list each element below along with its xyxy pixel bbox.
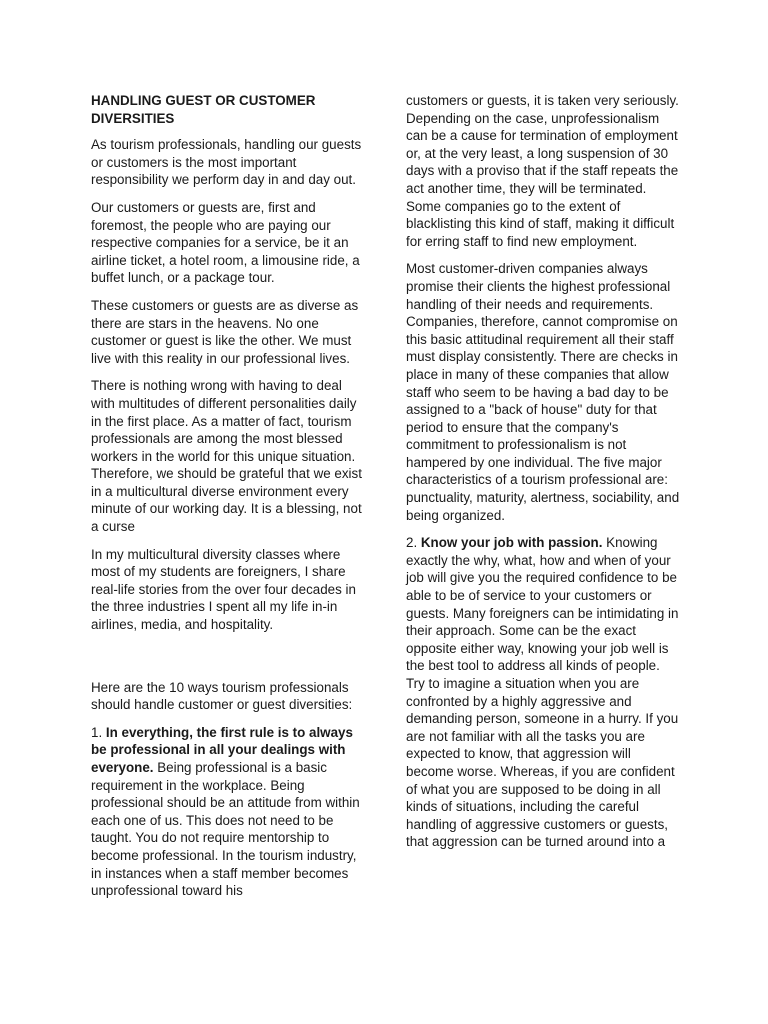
paragraph-ten-ways: Here are the 10 ways tourism professionals should handle customer or guest diversities:	[91, 679, 353, 713]
item-1-body: Being professional is a basic requirement in the workplace. Being professional should be an attitude from within each one of us. This does not need to be taught. You do not require mentorship to become professional. In the tourism industry, in instances when a staff member becomes unprofessional toward his	[91, 760, 360, 899]
paragraph-continuation: customers or guests, it is taken very seriously. Depending on the case, unprofessionalism can be a cause for termination of employment or, at the very least, a long suspension of 30 days with a proviso that if the staff repeats the act another time, they will be terminated. Some companies go to the extent of blacklisting this kind of staff, making it difficult for erring staff to find new employment.	[406, 93, 679, 249]
document-title	[91, 92, 367, 127]
paragraph-customer-driven: Most customer-driven companies always promise their clients the highest professional handling of their needs and requirements. Companies, therefore, cannot compromise on this basic attitudinal requirement all their staff must display consistently. There are checks in place in many of these companies that allow staff who seem to be having a bad day to be assigned to a "back of house" duty for that period to ensure that the company's commitment to professionalism is not hampered by one individual. The five major characteristics of a tourism professional are: punctuality, maturity, alertness, sociability, and being organized.	[406, 261, 680, 523]
title-line-1: HANDLING GUEST OR CUSTOMER	[91, 93, 316, 108]
paragraph-customers: Our customers or guests are, first and foremost, the people who are paying our respective companies for a service, be it an airline ticket, a hotel room, a limousine ride, a buffet lunch, or a package tour.	[91, 199, 360, 286]
right-column	[406, 92, 682, 861]
spacer	[91, 644, 367, 679]
title-line-2: DIVERSITIES	[91, 110, 175, 126]
left-column	[91, 92, 367, 910]
list-item-1	[91, 724, 367, 900]
paragraph-intro: As tourism professionals, handling our guests or customers is the most important responsibility we perform day in and day out.	[91, 137, 362, 188]
item-2-heading: Know your job with passion.	[420, 535, 603, 551]
paragraph-classes: In my multicultural diversity classes where most of my students are foreigners, I share real-life stories from the over four decades in the three industries I spent all my life in-in airlines, media, and hospitality.	[91, 546, 356, 633]
item-2-number: 2.	[406, 535, 421, 551]
paragraph-blessing: There is nothing wrong with having to deal with multitudes of different personalities daily in the first place. As a matter of fact, tourism professionals are among the most blessed workers in the world for this unique situation. Therefore, we should be grateful that we exist in a multicultural diverse environment every minute of our working day. It is a blessing, not a curse	[91, 378, 362, 535]
item-2-body: Knowing exactly the why, what, how and when of your job will give you the required confidence to be able to be of service to your customers or guests. Many foreigners can be intimidating in their approach. Some can be the exact opposite either way, knowing your job well is the best tool to address all kinds of people. Try to imagine a situation when you are confronted by a highly aggressive and demanding person, someone in a hurry. If you are not familiar with all the tasks you are expected to know, that aggression will become worse. Whereas, if you are confident of what you are supposed to be doing in all kinds of situations, including the careful handling of aggressive customers or guests, that aggression can be turned around into a	[406, 535, 679, 850]
list-item-2	[406, 534, 682, 851]
paragraph-diversity: These customers or guests are as diverse as there are stars in the heavens. No one customer or guest is like the other. We must live with this reality in our professional lives.	[91, 297, 359, 366]
item-1-number: 1.	[91, 724, 106, 740]
item-1-heading: In everything, the first rule is to always be professional in all your dealings with everyone.	[91, 724, 353, 775]
